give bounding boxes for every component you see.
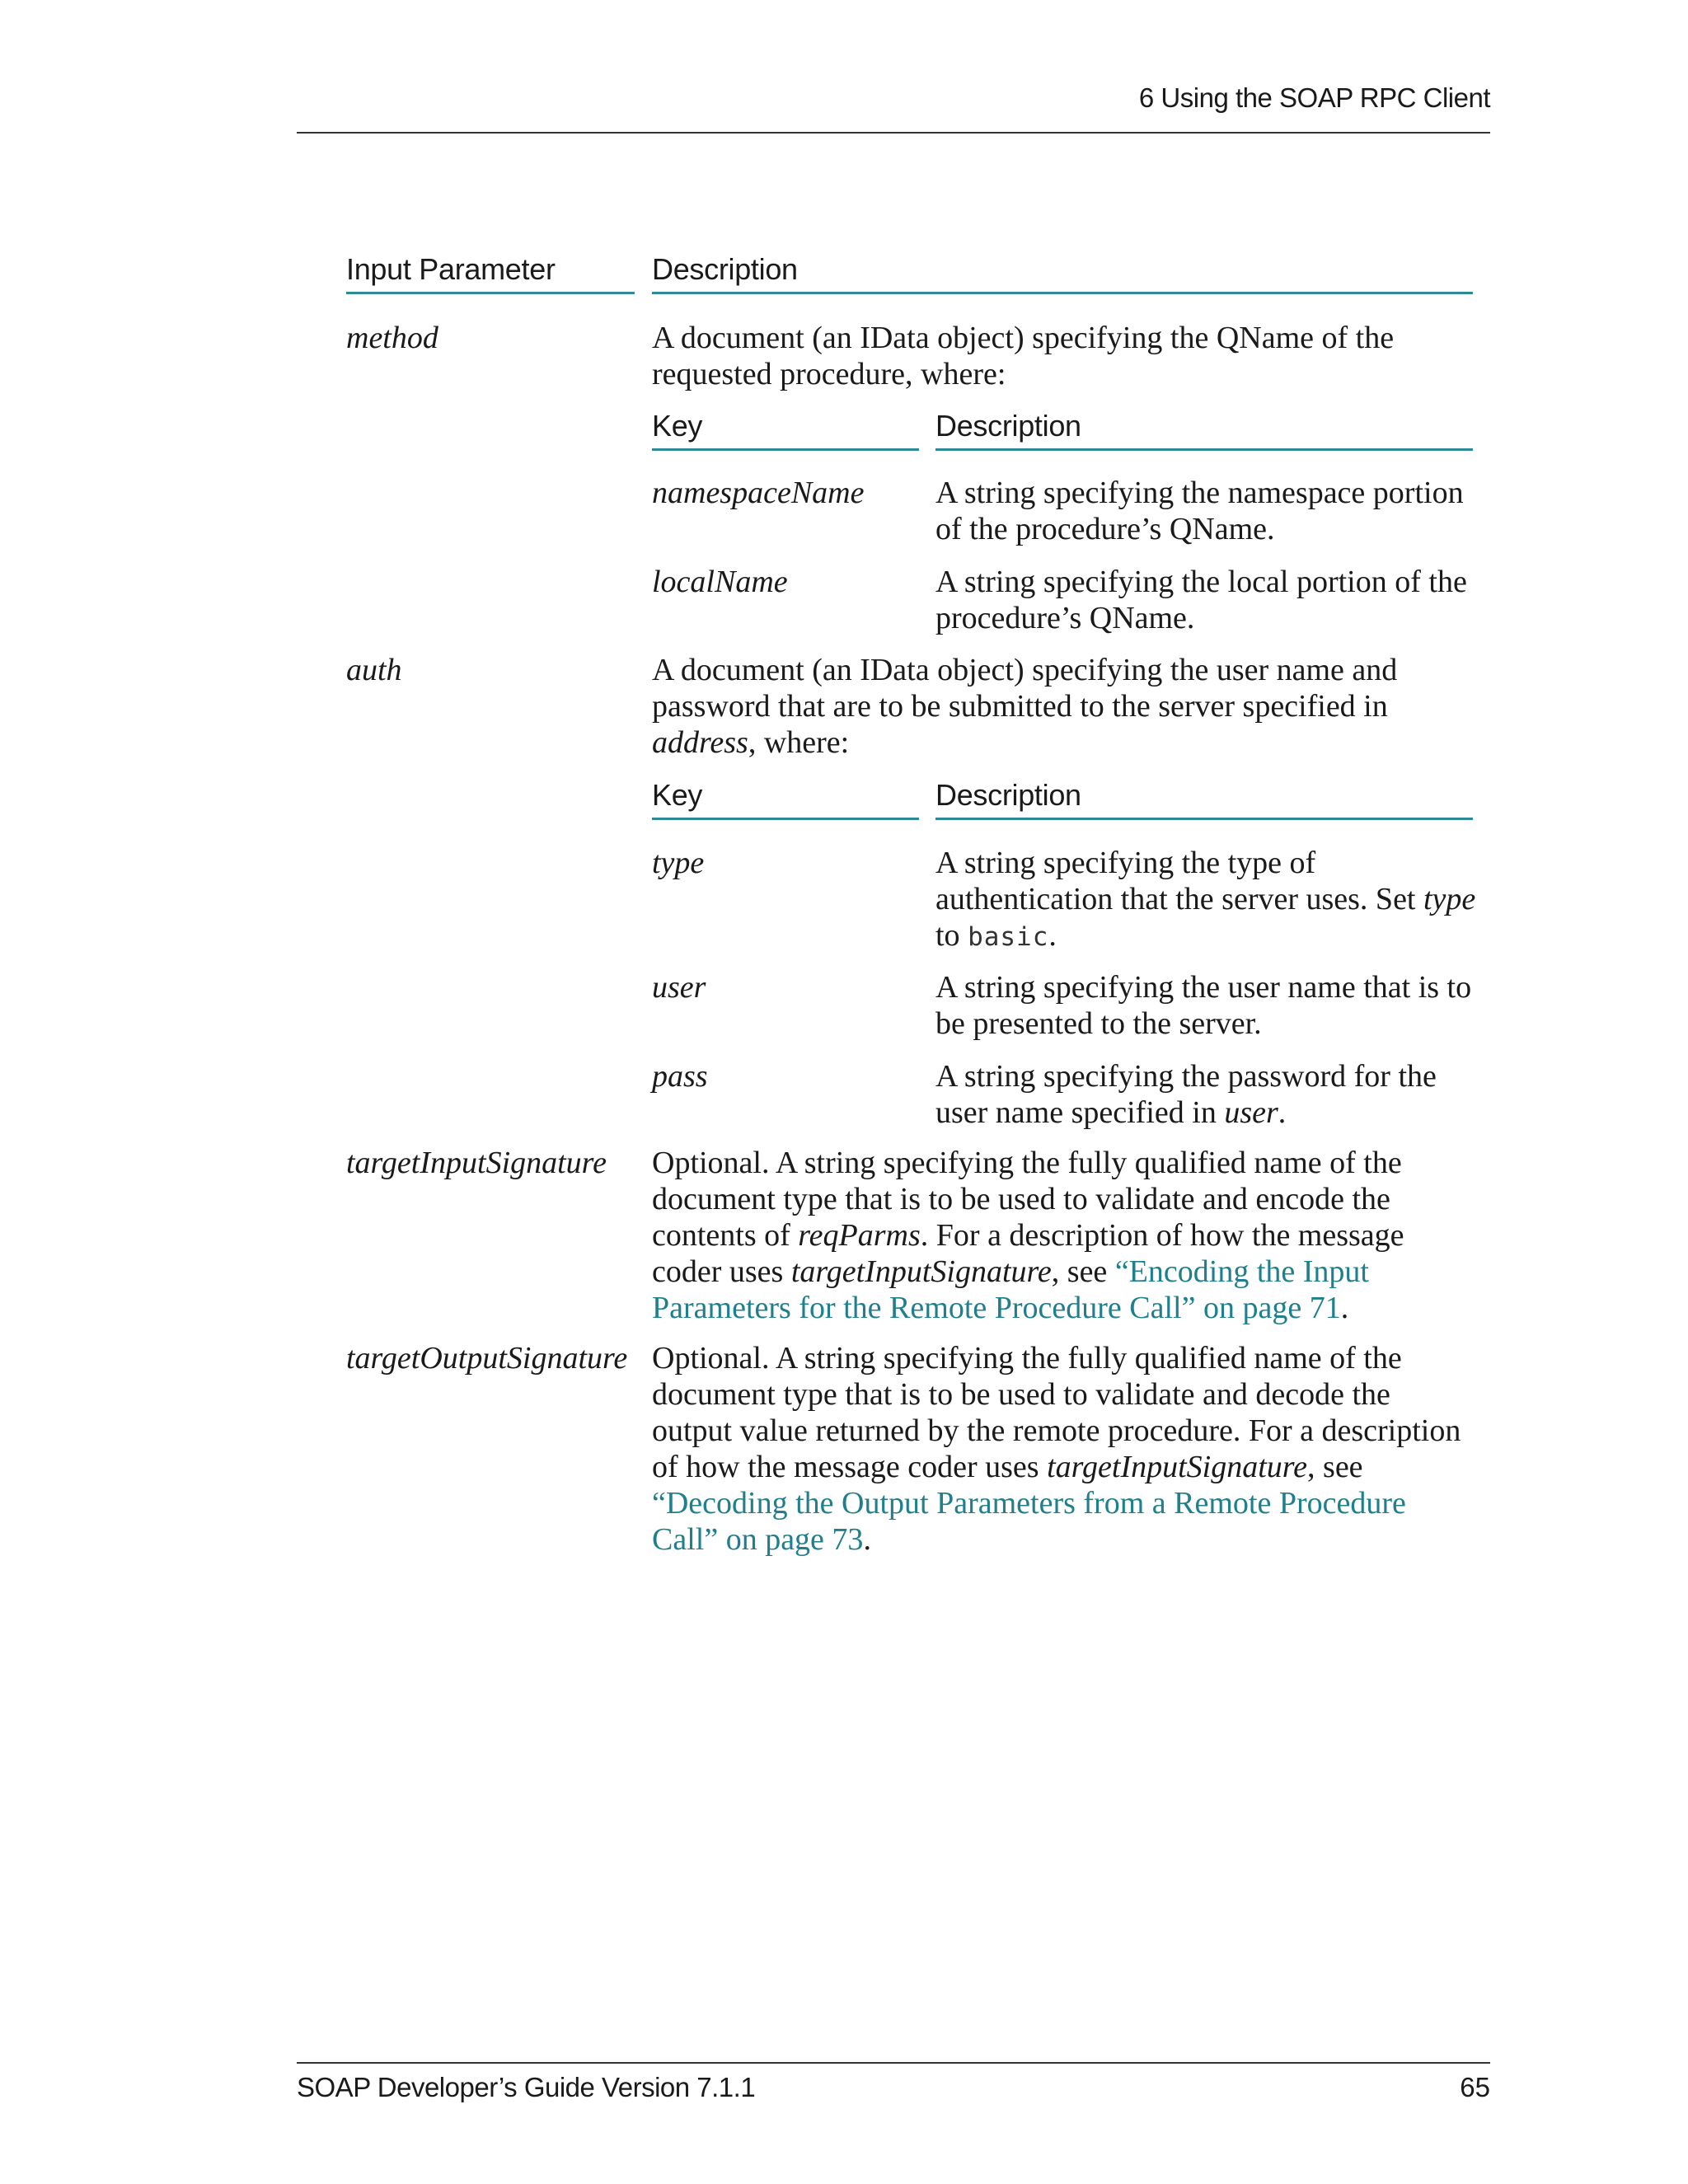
key-user: user — [652, 970, 706, 1005]
auth-key-header: Key — [652, 778, 919, 820]
key-localName: localName — [652, 565, 788, 599]
key-localName-description: A string specifying the local portion of the procedure’s QName. — [935, 565, 1467, 635]
running-header: 6 Using the SOAP RPC Client — [1138, 82, 1490, 113]
footer-book-title: SOAP Developer’s Guide Version 7.1.1 — [297, 2072, 756, 2102]
key-type: type — [652, 846, 705, 880]
column-header-description: Description — [652, 252, 1473, 294]
key-type-description: A string specifying the type of authentication that the server uses. Set type to basic. — [935, 846, 1476, 953]
param-targetOutputSignature: targetOutputSignature — [346, 1341, 628, 1376]
param-targetInputSignature-description: Optional. A string specifying the fully qualified name of the document type that is to be used to validate and encode the contents of reqParms. For a description of how the message coder uses targetInputSignature, see “Encoding the Input Parameters for the Remote Procedure Call” on page 71. — [652, 1146, 1404, 1325]
key-user-description: A string specifying the user name that is to be presented to the server. — [935, 970, 1472, 1041]
key-namespaceName-description: A string specifying the namespace portion of the procedure’s QName. — [935, 476, 1464, 546]
column-header-input-parameter: Input Parameter — [346, 252, 635, 294]
param-method-description: A document (an IData object) specifying the QName of the requested procedure, where: — [652, 321, 1395, 391]
footer-rule — [297, 2062, 1490, 2064]
method-description-header: Description — [935, 409, 1473, 451]
link-encoding-input-parameters[interactable]: “Encoding the Input Parameters for the Remote Procedure Call” on page 71 — [652, 1254, 1369, 1325]
param-auth-description: A document (an IData object) specifying the user name and password that are to be submitted to the server specified in address, where: — [652, 653, 1398, 760]
auth-description-header: Description — [935, 778, 1473, 820]
header-rule — [297, 132, 1490, 134]
param-targetInputSignature: targetInputSignature — [346, 1146, 607, 1180]
param-auth: auth — [346, 653, 402, 687]
param-method: method — [346, 321, 438, 355]
param-targetOutputSignature-description: Optional. A string specifying the fully qualified name of the document type that is to be used to validate and decode the output value returned by the remote procedure. For a description of how the message coder uses targetInputSignature, see “Decoding the Output Parameters from a Remote Procedure Call” on page 73. — [652, 1341, 1461, 1557]
key-namespaceName: namespaceName — [652, 476, 865, 510]
method-key-header: Key — [652, 409, 919, 451]
key-pass-description: A string specifying the password for the user name specified in user. — [935, 1059, 1437, 1130]
link-decoding-output-parameters[interactable]: “Decoding the Output Parameters from a Remote Procedure Call” on page 73 — [652, 1486, 1406, 1557]
key-pass: pass — [652, 1059, 708, 1094]
page-number: 65 — [1460, 2072, 1490, 2102]
